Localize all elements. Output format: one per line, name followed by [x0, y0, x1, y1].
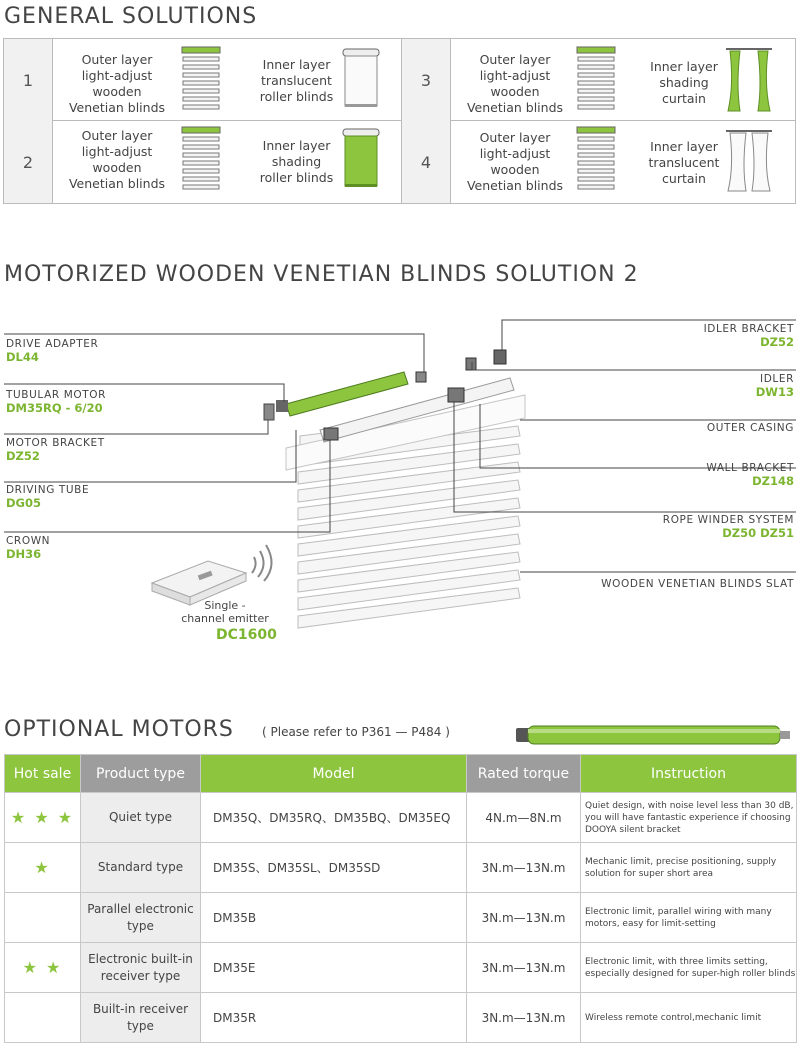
crown-label: CROWN [6, 535, 51, 547]
solution-outer-text: Outer layer light-adjust wooden Venetian blinds [466, 130, 564, 193]
instruction: Quiet design, with noise level less than 30 dB, you will have fantastic experience if choosing DOOYA silent bracket [581, 793, 797, 843]
rated-torque: 4N.m—8N.m [467, 793, 581, 843]
solution-inner-text: Inner layer translucent roller blinds [259, 57, 334, 104]
roller-blind-icon [340, 127, 382, 193]
rated-torque: 3N.m—13N.m [467, 943, 581, 993]
idler [466, 358, 476, 370]
motor-bracket-label: MOTOR BRACKET [6, 437, 105, 449]
optional-motors-title: OPTIONAL MOTORS [4, 717, 234, 742]
table-row [5, 843, 797, 893]
product-type: Standard type [81, 843, 201, 893]
drive-adapter-label: DRIVE ADAPTER [6, 338, 99, 350]
rope-winder-code: DZ50 DZ51 [722, 526, 794, 540]
column-header: Rated torque [467, 755, 581, 793]
product-type: Quiet type [81, 793, 201, 843]
solution-number: 2 [4, 121, 53, 203]
general-solutions-grid [3, 38, 796, 204]
solution-outer-text: Outer layer light-adjust wooden Venetian blinds [466, 52, 564, 115]
rated-torque: 3N.m—13N.m [467, 843, 581, 893]
product-type: Electronic built-in receiver type [81, 943, 201, 993]
curtain-icon [724, 45, 774, 115]
instruction: Wireless remote control,mechanic limit [581, 993, 797, 1043]
wall-bracket-label: WALL BRACKET [706, 462, 794, 474]
solution-number: 4 [402, 121, 451, 203]
emitter-code: DC1600 [216, 627, 277, 643]
grid-divider [4, 120, 795, 121]
emitter-caption: Single - channel emitter [181, 599, 269, 625]
model: DM35Q、DM35RQ、DM35BQ、DM35EQ [201, 793, 467, 843]
column-header: Product type [81, 755, 201, 793]
crown-code: DH36 [6, 547, 42, 561]
blinds-exploded-diagram [0, 300, 800, 660]
table-row [5, 993, 797, 1043]
model: DM35S、DM35SL、DM35SD [201, 843, 467, 893]
instruction: Electronic limit, with three limits setting, especially designed for super-high roller blinds [581, 943, 797, 993]
rope-winder-label: ROPE WINDER SYSTEM [662, 514, 794, 526]
solution-number: 1 [4, 39, 53, 121]
rated-torque: 3N.m—13N.m [467, 893, 581, 943]
solution-number: 3 [402, 39, 451, 121]
tubular-motor-image [512, 723, 800, 749]
model: DM35R [201, 993, 467, 1043]
solution-outer-text: Outer layer light-adjust wooden Venetian blinds [68, 128, 166, 191]
motors-table [4, 754, 797, 1043]
instruction: Electronic limit, parallel wiring with many motors, easy for limit-setting [581, 893, 797, 943]
solution-inner-text: Inner layer shading roller blinds [259, 138, 334, 185]
idler-code: DW13 [755, 385, 794, 399]
solution-inner-text: Inner layer translucent curtain [648, 139, 720, 186]
wall-bracket-code: DZ148 [752, 474, 794, 488]
venetian-blind-icon [179, 45, 225, 115]
hot-sale-stars: ★ [5, 843, 81, 893]
drive-adapter [416, 372, 426, 382]
model: DM35E [201, 943, 467, 993]
motor-bracket [264, 404, 274, 420]
table-row [5, 943, 797, 993]
hot-sale-stars [5, 893, 81, 943]
venetian-blind-icon [574, 45, 620, 115]
idler-bracket [494, 350, 506, 364]
diagram-title: MOTORIZED WOODEN VENETIAN BLINDS SOLUTION 2 [4, 262, 639, 287]
table-row [5, 793, 797, 843]
hot-sale-stars [5, 993, 81, 1043]
rope-winder [448, 388, 464, 402]
table-header-row [5, 755, 797, 793]
page-reference-note: ( Please refer to P361 — P484 ) [262, 725, 450, 739]
idler-label: IDLER [760, 373, 794, 385]
tubular-motor-label: TUBULAR MOTOR [6, 389, 106, 401]
solution-outer-text: Outer layer light-adjust wooden Venetian blinds [68, 52, 166, 115]
table-row [5, 893, 797, 943]
product-type: Built-in receiver type [81, 993, 201, 1043]
product-type: Parallel electronic type [81, 893, 201, 943]
solution-inner-text: Inner layer shading curtain [650, 59, 718, 106]
motor-head [276, 400, 288, 412]
column-header: Model [201, 755, 467, 793]
idler-bracket-code: DZ52 [760, 335, 794, 349]
instruction: Mechanic limit, precise positioning, supply solution for super short area [581, 843, 797, 893]
outer-casing-label: OUTER CASING [706, 422, 794, 434]
idler-bracket-label: IDLER BRACKET [703, 323, 794, 335]
venetian-blind-icon [574, 125, 620, 195]
tubular-motor-code: DM35RQ - 6/20 [6, 401, 103, 415]
venetian-blind-icon [179, 125, 225, 195]
driving-tube-code: DG05 [6, 496, 41, 510]
rated-torque: 3N.m—13N.m [467, 993, 581, 1043]
model: DM35B [201, 893, 467, 943]
crown [324, 428, 338, 440]
hot-sale-stars: ★ ★ [5, 943, 81, 993]
slat-label: WOODEN VENETIAN BLINDS SLAT [601, 578, 794, 590]
curtain-icon [724, 127, 774, 195]
motor-bracket-code: DZ52 [6, 449, 40, 463]
drive-adapter-code: DL44 [6, 350, 39, 364]
hot-sale-stars: ★ ★ ★ [5, 793, 81, 843]
column-header: Instruction [581, 755, 797, 793]
tubular-motor [286, 372, 408, 416]
column-header: Hot sale [5, 755, 81, 793]
roller-blind-icon [340, 47, 382, 113]
general-solutions-title: GENERAL SOLUTIONS [4, 4, 258, 29]
driving-tube-label: DRIVING TUBE [6, 484, 90, 496]
